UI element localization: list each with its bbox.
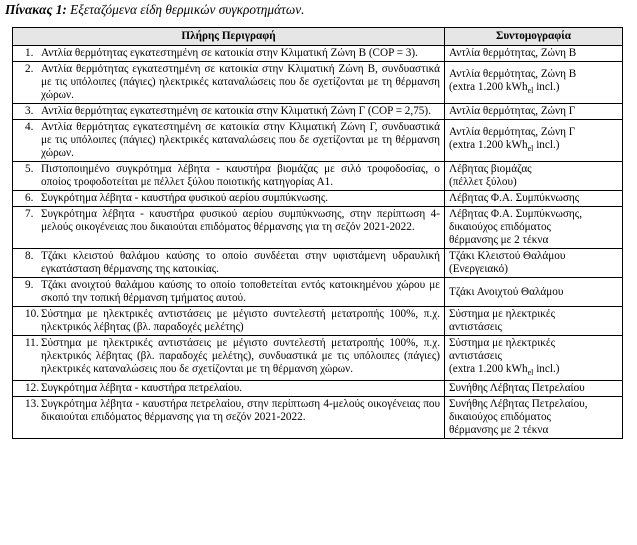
abbreviation-cell (445, 381, 623, 397)
abbreviation-cell (445, 62, 623, 104)
description-cell (13, 46, 445, 62)
abbreviation-line: Σύστημα με ηλεκτρικές (449, 308, 556, 320)
abbreviation-line: Αντλία θερμότητας, Ζώνη Β (449, 47, 577, 59)
abbreviation-cell (445, 191, 623, 207)
table-row (13, 120, 623, 162)
row-description: Συγκρότημα λέβητα - καυστήρα φυσικού αερίου συμπύκνωσης, στην περίπτωση 4-μελούς οικογένειας που δικαιούται επιδόματος θέρμανσης για τη σεζόν 2021-2022. (41, 208, 440, 233)
abbreviation-line: Αντλία θερμότητας, Ζώνη Γ (449, 125, 576, 138)
abbreviation-line: Λέβητας Φ.Α. Συμπύκνωσης (449, 192, 580, 204)
table-row (13, 191, 623, 207)
row-description: Τζάκι ανοιχτού θαλάμου καύσης το οποίο τοποθετείται εντός κατοικημένου χώρου με σκοπό την τοπική θέρμανση τμήματος αυτού. (41, 279, 440, 304)
abbreviation-line: (extra 1.200 kWh$_{el}$ incl.) (449, 138, 560, 154)
description-cell (13, 191, 445, 207)
abbreviation-line: θέρμανσης με 2 τέκνα (449, 234, 549, 246)
description-cell (13, 62, 445, 104)
description-cell (13, 307, 445, 336)
table-row (13, 397, 623, 439)
row-number: 6. (25, 192, 34, 204)
description-cell (13, 120, 445, 162)
abbreviation-cell (445, 336, 623, 381)
table-row (13, 62, 623, 104)
row-description: Πιστοποιημένο συγκρότημα λέβητα - καυστήρα βιομάζας με σιλό τροφοδοσίας, ο οποίος τροφοδοτείται με πέλλετ ξύλου ποιοτικής κατηγορίας Α1. (41, 163, 440, 188)
row-number: 13. (25, 398, 39, 411)
header-abbreviation: Συντομογραφία (445, 28, 623, 46)
abbreviation-line: Αντλία θερμότητας, Ζώνη Γ (449, 105, 576, 117)
row-number: 4. (25, 121, 34, 133)
table-row (13, 307, 623, 336)
description-cell (13, 278, 445, 307)
abbreviation-line: Συνήθης Λέβητας Πετρελαίου, (449, 398, 588, 411)
abbreviation-line: Λέβητας Φ.Α. Συμπύκνωσης, (449, 208, 582, 220)
abbreviation-line: Σύστημα με ηλεκτρικές (449, 337, 556, 349)
description-cell (13, 336, 445, 381)
row-number: 10. (25, 308, 39, 320)
row-number: 12. (25, 382, 39, 395)
row-description: Αντλία θερμότητας εγκατεστημένη σε κατοικία στην Κλιματική Ζώνη Γ, συνδυαστικά με τις υπόλοιπες (πάγιες) ηλεκτρικές καταναλώσεις που δε σχετίζονται με τη θέρμανση χώρων. (41, 121, 440, 159)
abbreviation-cell (445, 46, 623, 62)
table-row (13, 162, 623, 191)
abbreviation-line: Τζάκι Ανοιχτού Θαλάμου (449, 285, 564, 298)
row-description: Συγκρότημα λέβητα - καυστήρα φυσικού αερίου συμπύκνωσης. (41, 192, 329, 204)
table-row (13, 336, 623, 381)
row-number: 11. (25, 337, 39, 349)
abbreviation-line: δικαιούχος επιδόματος (449, 411, 551, 424)
abbreviation-cell (445, 397, 623, 439)
description-cell (13, 207, 445, 249)
row-description: Τζάκι κλειστού θαλάμου καύσης το οποίο συνδέεται στην υφιστάμενη υδραυλική εγκατάσταση θέρμανσης της κατοικίας. (41, 250, 440, 275)
abbreviation-line: (Ενεργειακό) (449, 263, 508, 275)
row-number: 9. (25, 279, 34, 291)
table-row (13, 381, 623, 397)
row-number: 2. (25, 63, 34, 75)
abbreviation-line: θέρμανσης με 2 τέκνα (449, 424, 549, 437)
caption-label: Πίνακας 1: (5, 2, 67, 17)
abbreviation-cell (445, 278, 623, 307)
abbreviation-line: (extra 1.200 kWh$_{el}$ incl.) (449, 80, 560, 96)
abbreviation-cell (445, 207, 623, 249)
table-row (13, 249, 623, 278)
row-number: 7. (25, 208, 34, 220)
abbreviation-line: Συνήθης Λέβητας Πετρελαίου (449, 382, 585, 395)
abbreviation-line: (extra 1.200 kWh$_{el}$ incl.) (449, 363, 560, 378)
abbreviation-line: δικαιούχος επιδόματος (449, 221, 551, 233)
abbreviation-line: Λέβητας βιομάζας (449, 163, 532, 175)
row-description: Σύστημα με ηλεκτρικές αντιστάσεις με μέγιστο συντελεστή μετατροπής 100%, π.χ. ηλεκτρικός λέβητας (βλ. παραδοχές μελέτης), συνδυαστικά με τις υπόλοιπες (πάγιες) ηλεκτρικές καταναλώσεις που δε σχετίζονται με τη θέρμανση χώρων. (41, 337, 440, 375)
abbreviation-cell (445, 162, 623, 191)
abbreviation-line: Αντλία θερμότητας, Ζώνη Β (449, 67, 577, 80)
description-cell (13, 104, 445, 120)
row-description: Αντλία θερμότητας εγκατεστημένη σε κατοικία στην Κλιματική Ζώνη Β (COP = 3). (41, 47, 418, 59)
row-description: Αντλία θερμότητας εγκατεστημένη σε κατοικία στην Κλιματική Ζώνη Β, συνδυαστικά με τις υπόλοιπες (πάγιες) ηλεκτρικές καταναλώσεις που δε σχετίζονται με τη θέρμανση χώρων. (41, 63, 440, 101)
table-row (13, 278, 623, 307)
table-caption (5, 2, 304, 18)
table-row (13, 207, 623, 249)
table-row (13, 104, 623, 120)
abbreviation-line: αντιστάσεις (449, 321, 502, 333)
row-number: 1. (25, 47, 34, 59)
header-full-description: Πλήρης Περιγραφή (13, 28, 445, 46)
row-description: Σύστημα με ηλεκτρικές αντιστάσεις με μέγιστο συντελεστή μετατροπής 100%, π.χ. ηλεκτρικός λέβητας (βλ. παραδοχές μελέτης) (41, 308, 440, 333)
abbreviation-cell (445, 104, 623, 120)
caption-text: Εξεταζόμενα είδη θερμικών συγκροτημάτων. (70, 2, 305, 17)
abbreviation-cell (445, 249, 623, 278)
row-description: Συγκρότημα λέβητα - καυστήρα πετρελαίου. (41, 382, 243, 395)
description-cell (13, 249, 445, 278)
row-description: Αντλία θερμότητας εγκατεστημένη σε κατοικία στην Κλιματική Ζώνη Γ (COP = 2,75). (41, 105, 431, 117)
abbreviation-line: (πέλλετ ξύλου) (449, 176, 517, 188)
abbreviation-cell (445, 307, 623, 336)
row-description: Συγκρότημα λέβητα - καυστήρα πετρελαίου, στην περίπτωση 4-μελούς οικογένειας που δικαιούται επιδόματος θέρμανσης για τη σεζόν 2021-2022. (41, 398, 440, 424)
row-number: 8. (25, 250, 34, 262)
row-number: 3. (25, 105, 34, 117)
heating-systems-table (12, 27, 623, 439)
row-number: 5. (25, 163, 34, 175)
description-cell (13, 381, 445, 397)
description-cell (13, 397, 445, 439)
abbreviation-cell (445, 120, 623, 162)
abbreviation-line: Τζάκι Κλειστού Θαλάμου (449, 250, 566, 262)
description-cell (13, 162, 445, 191)
abbreviation-line: αντιστάσεις (449, 350, 502, 362)
header-row (13, 28, 623, 46)
table-row (13, 46, 623, 62)
